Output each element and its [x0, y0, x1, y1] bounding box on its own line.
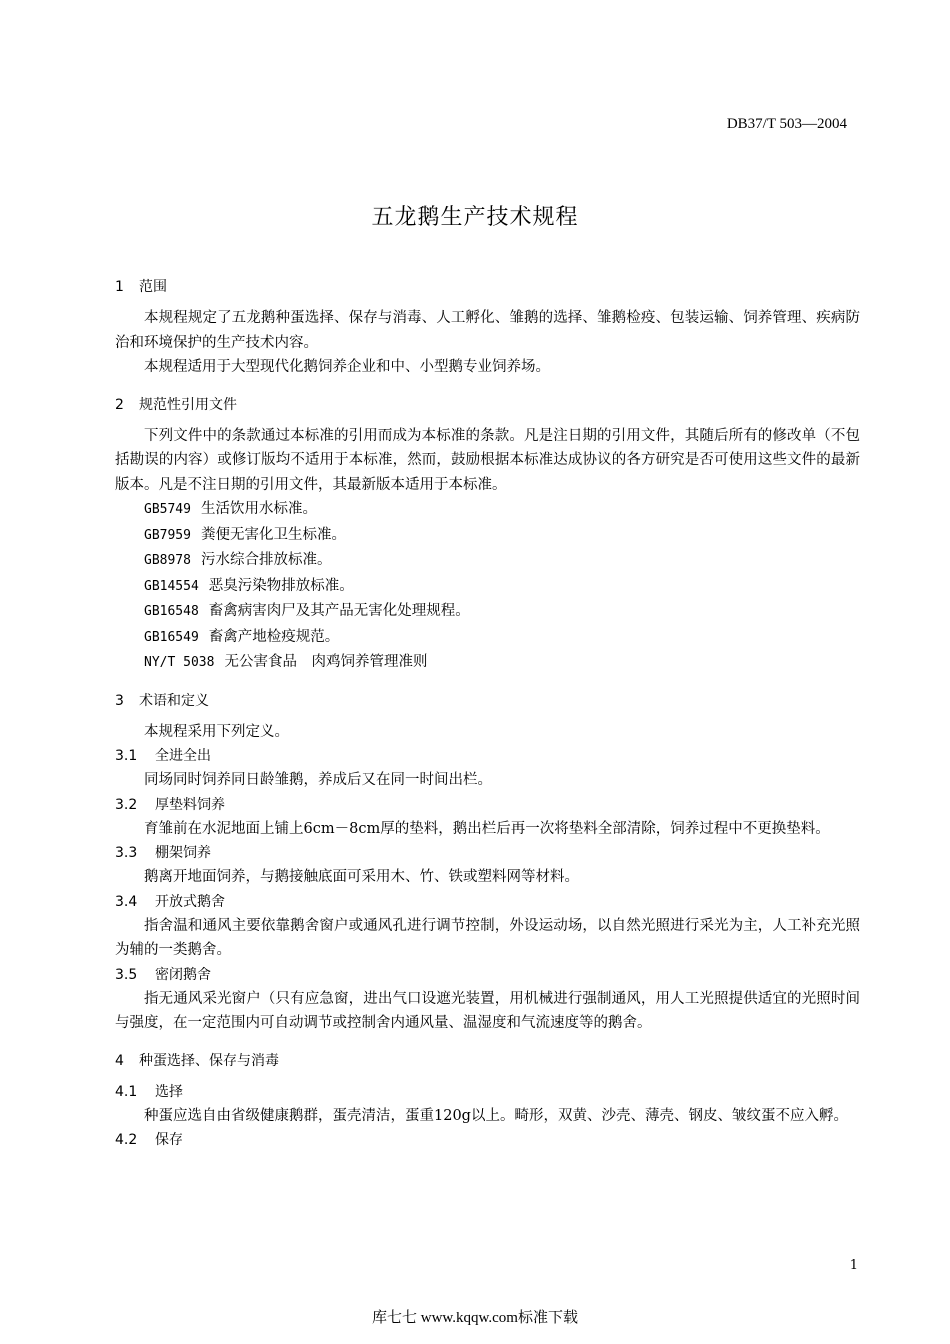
reference-code: GB8978 — [144, 553, 191, 568]
reference-code: GB16549 — [144, 629, 199, 645]
reference-text: 畜禽病害肉尸及其产品无害化处理规程。 — [208, 603, 470, 619]
subsection-title: 棚架饲养 — [155, 845, 211, 861]
subsection-title: 开放式鹅舍 — [155, 893, 225, 910]
paragraph: 指舍温和通风主要依靠鹅舍窗户或通风孔进行调节控制，外设运动场，以自然光照进行采光为主，人工补充光照为辅的一类鹅舍。 — [115, 917, 860, 958]
subsection-heading — [115, 1080, 860, 1104]
subsection-heading — [115, 890, 860, 914]
paragraph: 育雏前在水泥地面上铺上6cm－8cm厚的垫料，鹅出栏后再一次将垫料全部清除，饲养过程中不更换垫料。 — [144, 820, 830, 837]
subsection-number: 3.2 — [115, 796, 138, 813]
reference-item — [115, 574, 860, 600]
subsection-title: 密闭鹅舍 — [155, 966, 211, 983]
section-number: 3 — [115, 692, 124, 709]
subsection-title: 厚垫料饲养 — [155, 796, 225, 813]
paragraph: 本规程适用于大型现代化鹅饲养企业和中、小型鹅专业饲养场。 — [144, 359, 550, 375]
section-number: 4 — [115, 1052, 124, 1069]
section-4-heading — [115, 1050, 860, 1072]
paragraph: 指无通风采光窗户（只有应急窗，进出气口设遮光装置，用机械进行强制通风，用人工光照提供适宜的光照时间与强度，在一定范围内可自动调节或控制舍内通风量、温湿度和气流速度等的鹅舍。 — [115, 990, 860, 1031]
subsection-number: 4.2 — [115, 1132, 138, 1148]
subsection-title: 保存 — [155, 1132, 183, 1148]
paragraph: 种蛋应选自由省级健康鹅群，蛋壳清洁，蛋重120g以上。畸形，双黄、沙壳、薄壳、钢皮、皱纹蛋不应入孵。 — [144, 1107, 848, 1124]
reference-item — [115, 650, 860, 676]
document-body — [115, 276, 860, 1152]
document-title: 五龙鹅生产技术规程 — [371, 205, 579, 230]
subsection-number: 3.3 — [115, 845, 138, 861]
subsection-heading — [115, 744, 860, 768]
section-title: 术语和定义 — [139, 692, 209, 709]
footer-watermark: 库七七 www.kqqw.com标准下载 — [372, 1310, 578, 1326]
paragraph: 本规程规定了五龙鹅种蛋选择、保存与消毒、人工孵化、雏鹅的选择、雏鹅检疫、包装运输、饲养管理、疾病防治和环境保护的生产技术内容。 — [115, 310, 860, 351]
subsection-heading — [115, 841, 860, 865]
section-title: 种蛋选择、保存与消毒 — [139, 1052, 279, 1069]
reference-text: 粪便无害化卫生标准。 — [200, 526, 346, 543]
reference-text: 无公害食品 肉鸡饲养管理准则 — [224, 654, 428, 670]
subsection-heading — [115, 963, 860, 987]
reference-text: 畜禽产地检疫规范。 — [208, 628, 340, 645]
subsection-number: 4.1 — [115, 1083, 138, 1100]
subsection-heading — [115, 793, 860, 817]
section-title: 范围 — [139, 279, 167, 295]
reference-code: NY/T 5038 — [144, 655, 215, 670]
reference-code: GB7959 — [144, 527, 191, 543]
paragraph: 下列文件中的条款通过本标准的引用而成为本标准的条款。凡是注日期的引用文件，其随后所有的修改单（不包括勘误的内容）或修订版均不适用于本标准，然而，鼓励根据本标准达成协议的各方研究是否可使用这些文件的最新版本。凡是不注日期的引用文件，其最新版本适用于本标准。 — [115, 427, 860, 493]
section-3-heading — [115, 690, 860, 712]
section-number: 1 — [115, 279, 124, 295]
paragraph: 鹅离开地面饲养，与鹅接触底面可采用木、竹、铁或塑料网等材料。 — [144, 869, 579, 885]
reference-code: GB5749 — [144, 502, 191, 517]
reference-item — [115, 625, 860, 651]
reference-code: GB14554 — [144, 578, 199, 594]
reference-item — [115, 523, 860, 549]
subsection-title: 选择 — [155, 1083, 183, 1100]
subsection-number: 3.4 — [115, 893, 138, 910]
reference-item — [115, 497, 860, 523]
reference-text: 恶臭污染物排放标准。 — [208, 577, 354, 594]
subsection-number: 3.1 — [115, 748, 138, 764]
reference-code: GB16548 — [144, 604, 199, 619]
paragraph: 同场同时饲养同日龄雏鹅，养成后又在同一时间出栏。 — [144, 772, 492, 788]
reference-text: 生活饮用水标准。 — [200, 501, 317, 517]
subsection-heading — [115, 1128, 860, 1152]
section-2-heading — [115, 394, 860, 416]
document-code: DB37/T 503—2004 — [726, 116, 847, 132]
section-1-heading — [115, 276, 860, 298]
section-title: 规范性引用文件 — [139, 396, 237, 413]
page-number: 1 — [849, 1258, 858, 1273]
paragraph: 本规程采用下列定义。 — [144, 723, 289, 740]
reference-text: 污水综合排放标准。 — [200, 552, 332, 568]
reference-item — [115, 599, 860, 625]
subsection-number: 3.5 — [115, 966, 138, 983]
section-number: 2 — [115, 396, 124, 413]
reference-item — [115, 548, 860, 574]
subsection-title: 全进全出 — [155, 748, 211, 764]
